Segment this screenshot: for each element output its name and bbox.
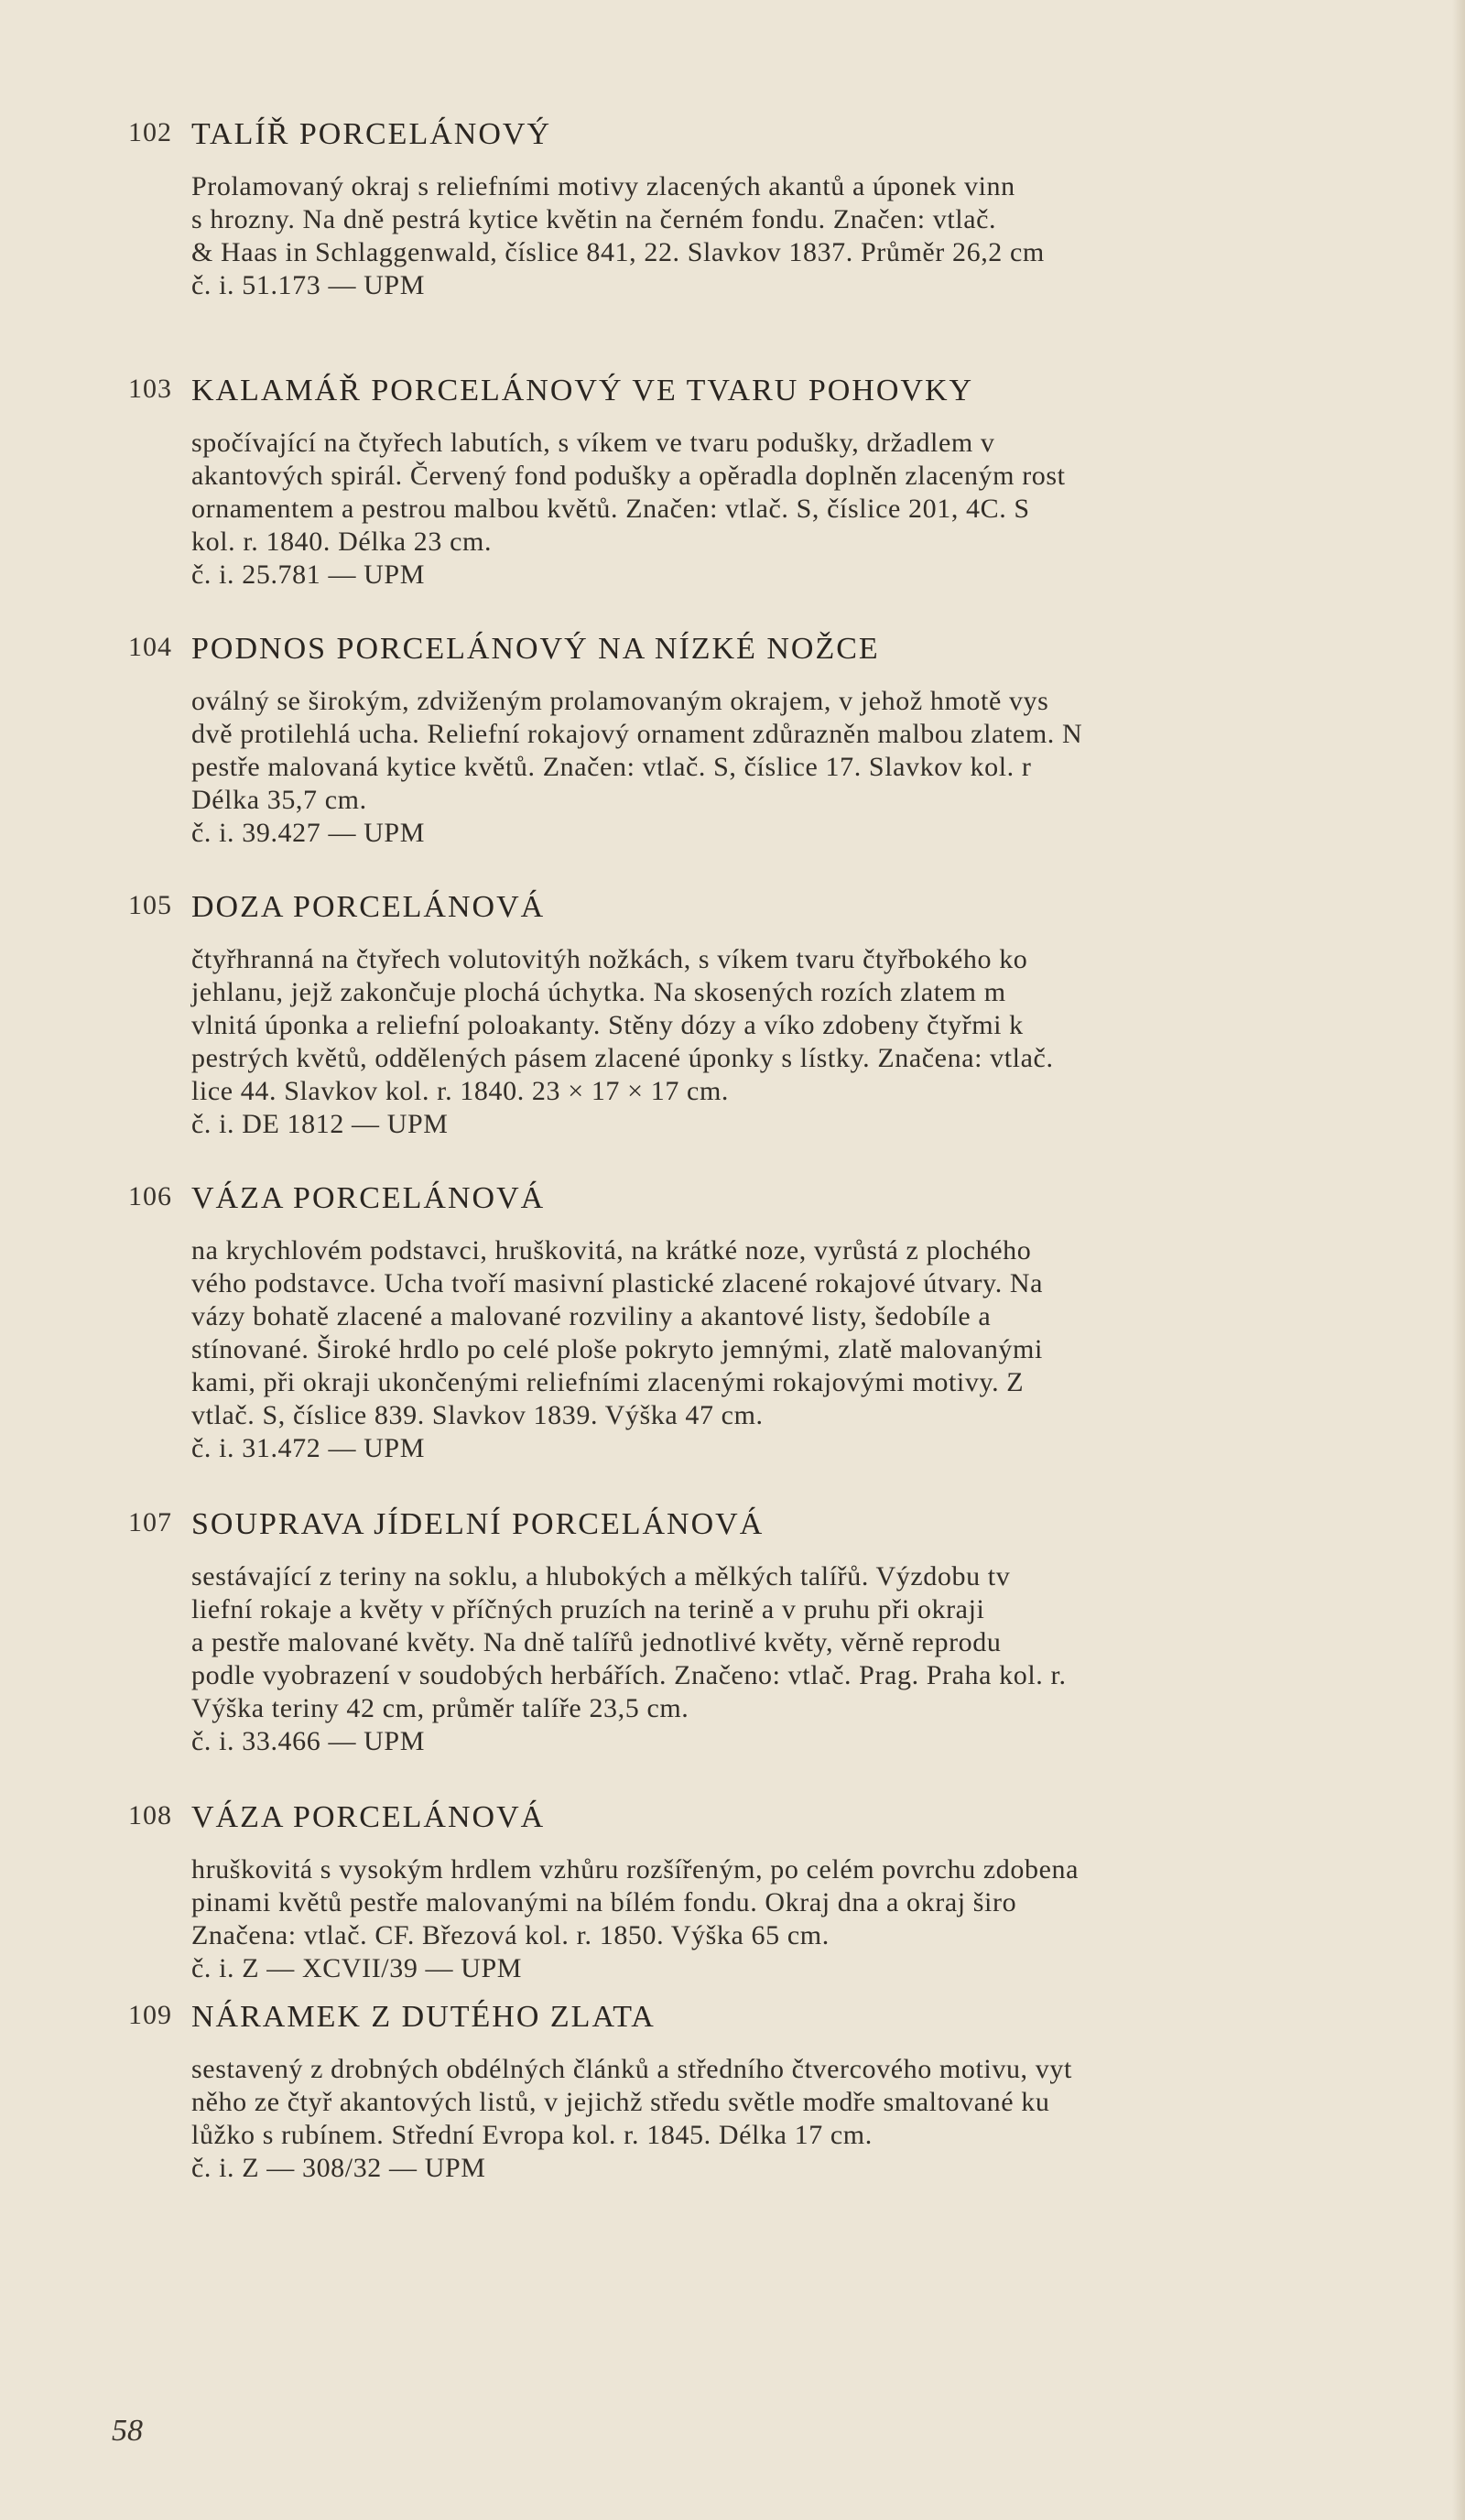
description-line: kami, při okraji ukončenými reliefními zlacenými rokajovými motivy. Z — [191, 1367, 1025, 1397]
entry-description — [191, 943, 1455, 1141]
entry-title: KALAMÁŘ PORCELÁNOVÝ VE TVARU POHOVKY — [191, 374, 974, 407]
entry-description — [191, 685, 1455, 850]
entry-number: 106 — [128, 1181, 172, 1211]
inventory-number: č. i. 33.466 — UPM — [191, 1726, 425, 1756]
description-line: pestře malovaná kytice květů. Značen: vtlač. S, číslice 17. Slavkov kol. r — [191, 752, 1032, 782]
description-line: Výška teriny 42 cm, průměr talíře 23,5 cm. — [191, 1693, 689, 1723]
entry-title: DOZA PORCELÁNOVÁ — [191, 890, 546, 924]
entry-title: PODNOS PORCELÁNOVÝ NA NÍZKÉ NOŽCE — [191, 632, 880, 666]
entry-number: 107 — [128, 1507, 172, 1537]
entry-title: NÁRAMEK Z DUTÉHO ZLATA — [191, 2000, 656, 2034]
description-line: vázy bohatě zlacené a malované rozviliny a akantové listy, šedobíle a — [191, 1301, 992, 1331]
description-line: lůžko s rubínem. Střední Evropa kol. r. 1845. Délka 17 cm. — [191, 2120, 873, 2150]
inventory-number: č. i. Z — 308/32 — UPM — [191, 2153, 486, 2183]
description-line: Značena: vtlač. CF. Březová kol. r. 1850. Výška 65 cm. — [191, 1920, 830, 1950]
description-line: hruškovitá s vysokým hrdlem vzhůru rozšířeným, po celém povrchu zdobena — [191, 1854, 1080, 1885]
description-line: jehlanu, jejž zakončuje plochá úchytka. Na skosených rozích zlatem m — [191, 977, 1006, 1007]
description-line: a pestře malované květy. Na dně talířů jednotlivé květy, věrně reprodu — [191, 1627, 1002, 1657]
inventory-number: č. i. 39.427 — UPM — [191, 818, 425, 848]
description-line: akantových spirál. Červený fond podušky a opěradla doplněn zlaceným rost — [191, 461, 1066, 491]
entry-number: 105 — [128, 890, 172, 920]
description-line: vtlač. S, číslice 839. Slavkov 1839. Výška 47 cm. — [191, 1400, 764, 1430]
entry-description — [191, 1234, 1455, 1465]
description-line: oválný se širokým, zdviženým prolamovaným okrajem, v jehož hmotě vys — [191, 686, 1049, 716]
description-line: s hrozny. Na dně pestrá kytice květin na černém fondu. Značen: vtlač. — [191, 204, 997, 234]
description-line: lice 44. Slavkov kol. r. 1840. 23 × 17 × 17 cm. — [191, 1076, 729, 1106]
entry-description — [191, 427, 1455, 592]
entry-title: SOUPRAVA JÍDELNÍ PORCELÁNOVÁ — [191, 1507, 765, 1541]
description-line: pinami květů pestře malovanými na bílém fondu. Okraj dna a okraj širo — [191, 1887, 1017, 1917]
entry-number: 102 — [128, 117, 172, 147]
description-line: stínované. Široké hrdlo po celé ploše pokryto jemnými, zlatě malovanými — [191, 1334, 1043, 1364]
description-line: vého podstavce. Ucha tvoří masivní plastické zlacené rokajové útvary. Na — [191, 1268, 1044, 1298]
entry-description — [191, 1853, 1455, 1985]
description-line: ornamentem a pestrou malbou květů. Značen: vtlač. S, číslice 201, 4C. S — [191, 494, 1030, 524]
inventory-number: č. i. 25.781 — UPM — [191, 559, 425, 590]
inventory-number: č. i. 51.173 — UPM — [191, 270, 425, 300]
description-line: podle vyobrazení v soudobých herbářích. Značeno: vtlač. Prag. Praha kol. r. — [191, 1660, 1067, 1690]
description-line: vlnitá úponka a reliefní poloakanty. Stěny dózy a víko zdobeny čtyřmi k — [191, 1010, 1024, 1040]
inventory-number: č. i. DE 1812 — UPM — [191, 1109, 449, 1139]
description-line: liefní rokaje a květy v příčných pruzích na terině a v pruhu při okraji — [191, 1594, 985, 1624]
page-number: 58 — [112, 2414, 143, 2448]
description-line: sestávající z teriny na soklu, a hlubokých a mělkých talířů. Výzdobu tv — [191, 1561, 1011, 1591]
entry-number: 104 — [128, 632, 172, 662]
description-line: & Haas in Schlaggenwald, číslice 841, 22. Slavkov 1837. Průměr 26,2 cm — [191, 237, 1045, 267]
description-line: Prolamovaný okraj s reliefními motivy zlacených akantů a úponek vinn — [191, 171, 1015, 201]
description-line: něho ze čtyř akantových listů, v jejichž středu světle modře smaltované ku — [191, 2087, 1050, 2117]
description-line: pestrých květů, oddělených pásem zlacené úponky s lístky. Značena: vtlač. — [191, 1043, 1054, 1073]
description-line: kol. r. 1840. Délka 23 cm. — [191, 527, 493, 557]
description-line: sestavený z drobných obdélných článků a středního čtvercového motivu, vyt — [191, 2054, 1072, 2084]
description-line: na krychlovém podstavci, hruškovitá, na krátké noze, vyrůstá z plochého — [191, 1235, 1032, 1265]
inventory-number: č. i. 31.472 — UPM — [191, 1433, 425, 1463]
entry-description — [191, 170, 1455, 302]
inventory-number: č. i. Z — XCVII/39 — UPM — [191, 1953, 523, 1983]
description-line: dvě protilehlá ucha. Reliefní rokajový ornament zdůrazněn malbou zlatem. N — [191, 719, 1083, 749]
entry-title: VÁZA PORCELÁNOVÁ — [191, 1800, 546, 1834]
page-edge-shadow — [1452, 0, 1465, 2520]
entry-title: TALÍŘ PORCELÁNOVÝ — [191, 117, 551, 151]
description-line: čtyřhranná na čtyřech volutovitýh nožkách, s víkem tvaru čtyřbokého ko — [191, 944, 1028, 974]
entry-number: 109 — [128, 2000, 172, 2030]
description-line: spočívající na čtyřech labutích, s víkem ve tvaru podušky, držadlem v — [191, 428, 995, 458]
entry-number: 103 — [128, 374, 172, 404]
entry-number: 108 — [128, 1800, 172, 1830]
entry-description — [191, 1560, 1455, 1758]
description-line: Délka 35,7 cm. — [191, 785, 367, 815]
entry-description — [191, 2053, 1455, 2185]
entry-title: VÁZA PORCELÁNOVÁ — [191, 1181, 546, 1215]
